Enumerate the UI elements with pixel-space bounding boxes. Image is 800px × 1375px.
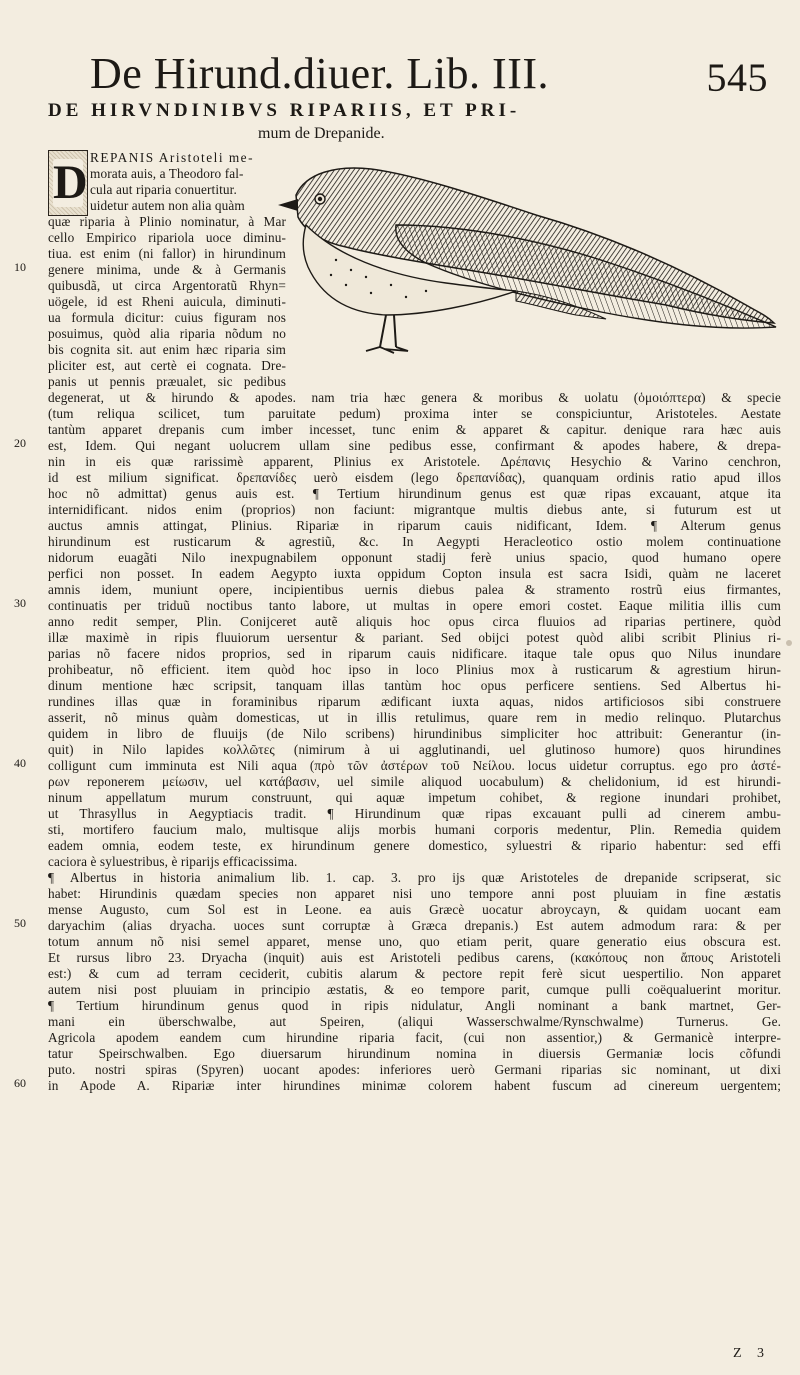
text-line: ninum appellatum murum construunt, qui aquæ impetum cohibet, & regione inundari prohibet,	[48, 790, 781, 805]
text-line: Agricola apodem eandem cum hirundine riparia facit, (cui non assentior,) & Germanicè interpre-	[48, 1030, 781, 1045]
text-line: perfici non posset. In eadem Aegypto iuxta oppidum Copton insula est sacra Isidi, quàm ne laceret	[48, 566, 781, 581]
text-line: tantùm apparet drepanis cum imber incesset, tunc enim & apparet & capitur. denique rara hæc auis	[48, 422, 781, 437]
text-line: colligunt cum imminuta est Nili aqua (πρὸ τῶν ἀστέρων τοῦ Νείλου. locus uidetur corruptus. ego pro ἀστέ-	[48, 758, 781, 773]
running-head	[90, 48, 780, 100]
line-number: 60	[14, 1076, 26, 1090]
line-number: 40	[14, 756, 26, 770]
text-line: amnis idem, muniunt opere, incipientibus uernis diebus palea & stramento rostrũ eius firmantes,	[48, 582, 781, 597]
swallow-woodcut-icon	[276, 155, 781, 370]
text-line: ¶ Tertium hirundinum genus quod in ripis nidulatur, Angli nominant a bank martnet, Ger-	[48, 998, 781, 1013]
text-line: ρων reponerem μείωσιν, uel κατάβασιν, uel simile aliquod uocabulum) & chelidonium, id est hirundi-	[48, 774, 781, 789]
text-line: dinum mentione hæc scripsit, tanquam illas tantùm hoc opus perficere sentiens. Sed Albertus hi-	[48, 678, 781, 693]
text-line: (tum reliqua scilicet, tum paruitate pedum) proxima inter se conspiciuntur, Aristoteles. Aestate	[48, 406, 781, 421]
text-line: hirundinum est rusticarum & agrestiũ, &c. In Aegypti Heracleotico ostio molem continuatione	[48, 534, 781, 549]
text-line: genere minima, unde & à Germanis	[48, 262, 286, 277]
text-line: posuimus, quòd alia riparia nõdum no	[48, 326, 286, 341]
text-line: continuatis per triduũ noctibus tanto labore, ut multas in opere emori costet. Eaque militia illis cum	[48, 598, 781, 613]
text-line: REPANIS Aristoteli me-	[90, 150, 255, 165]
text-line: Et rursus libro 23. Dryacha (inquit) auis est Aristoteli pedibus carens, (κακόπους non ἄπους Aristoteli	[48, 950, 781, 965]
text-line: internidificant. nidos enim (proprios) non faciunt: migrantque multis diebus ante, si futurum est ut	[48, 502, 781, 517]
swallow-woodcut-svg	[276, 155, 781, 370]
text-line: tiua. est enim (ni fallor) in hirundinum	[48, 246, 286, 261]
text-line: bis cognita sit. aut enim hæc riparia sim	[48, 342, 286, 357]
line-number: 20	[14, 436, 26, 450]
line-number: 30	[14, 596, 26, 610]
line-number: 10	[14, 260, 26, 274]
text-line: auctus amnis attingat, Plinius. Ripariæ in riparum cauis nidificant, Idem. ¶ Alterum genus	[48, 518, 781, 533]
chapter-subtitle: mum de Drepanide.	[258, 125, 385, 142]
text-line: cula aut riparia conuertitur.	[90, 182, 237, 197]
text-line: mani ein überschwalbe, aut Speiren, (aliqui Wasserschwalme/Rynschwalme) Turnerus. Ge.	[48, 1014, 781, 1029]
decorated-initial	[48, 150, 88, 216]
page-number: 545	[706, 55, 768, 100]
text-line: quibusdã, ut circa Argentoratũ Rhyn=	[48, 278, 286, 293]
text-line: quit) in Nilo lapides κολλῶτες (nimirum à ui agglutinandi, uel glutinoso humore) quos hirundines	[48, 742, 781, 757]
text-line: est, Idem. Qui negant uolucrem ullam sine pedibus esse, confirmant & apodes habere, & drepa-	[48, 438, 781, 453]
text-line: totum annum nõ nisi semel apparet, mense uno, quo etiam perit, quare generatio eius obscura est.	[48, 934, 781, 949]
text-line: hoc nõ admittat) genus auis est. ¶ Tertium hirundinum genus est quæ ripas excauant, atque ita	[48, 486, 781, 501]
text-line: ut Thrasyllus in Aegyptiacis tradit. ¶ Hirundinum quæ ripas excauant pulli ad cinerem ambu-	[48, 806, 781, 821]
text-line: prohibeatur, nõ efficient. item quòd hoc ipso in loco Plinius mox à rusticarum & agrestium hirun-	[48, 662, 781, 677]
text-line: uidetur autem non alia quàm	[90, 198, 245, 213]
text-line: asserit, nõ minus quàm domesticas, ut in illis retulimus, quare rem in medio relinquo. Plutarchus	[48, 710, 781, 725]
text-line: caciora è syluestribus, è riparijs efficacissima.	[48, 854, 298, 869]
text-line: sti, mortifero faucium malo, multisque alijs morbis humani corporis medentur, Plin. Remedia quidem	[48, 822, 781, 837]
text-line: illæ maximè in ripis fluuiorum uersentur & pariant. Sed obijci potest quòd alibi scribit Plinius ri-	[48, 630, 781, 645]
chapter-title: DE HIRVNDINIBVS RIPARIIS, ET PRI-	[48, 100, 521, 121]
initial-letter: D	[53, 156, 88, 209]
text-line: autem nisi post pluuiam in principio æstatis, & eo tempore parit, cumque pulli coëqualuerint moritur.	[48, 982, 781, 997]
text-line: puto. nostri spiras (Spyren) uocant apodes: inferiores uerò Germani riparias sic nominant, ut dixi	[48, 1062, 781, 1077]
text-line: nidorum euagãti Nilo inexpugnabilem opponunt stadij ferè unius spacio, quod humano opere	[48, 550, 781, 565]
text-line: in Apode A. Ripariæ inter hirundines minimæ colorem habent fuscum ad cinereum uergentem;	[48, 1078, 781, 1093]
text-line: morata auis, a Theodoro fal-	[90, 166, 244, 181]
text-line: pliciter est, aut certè ei cognata. Dre-	[48, 358, 286, 373]
text-line: anno redit semper, Plin. Conijceret autẽ aliquis hoc opus circa fluuios ad riparias pertinere, quòd	[48, 614, 781, 629]
text-line: id est milium significat. δρεπανίδες uerò eisdem (lego δρεπανίδας), quanquam ordinis ratio apud illos	[48, 470, 781, 485]
text-line: ¶ Albertus in historia animalium lib. 1. cap. 3. pro ijs quæ Aristoteles de drepanide scripserat, sic	[48, 870, 781, 885]
running-title: De Hirund.diuer. Lib. III.	[90, 49, 549, 98]
text-line: uögele, id est Rheni auicula, diminuti-	[48, 294, 286, 309]
text-line: quidem in libro de fluuijs (de Nilo scribens) hirundinibus simpliciter hoc attribuit: Generantur (in-	[48, 726, 781, 741]
text-line: panis ut pennis præualet, sic pedibus	[48, 374, 286, 389]
text-line: rundines illas quæ in foraminibus riparum ædificant iuxta aquas, nidos artificiosos sibi construere	[48, 694, 781, 709]
text-line: daryachim (alias dryacha. uoces sunt corruptæ à Græca drepanis.) Est autem admodum rara: & per	[48, 918, 781, 933]
text-line: parias nõ facere nidos proprios, sed in riparum cauis nidificare. itaque tale opus quo Nilus inundare	[48, 646, 781, 661]
text-line: quæ riparia à Plinio nominatur, à Mar	[48, 214, 286, 229]
text-line: mense Augusto, cum Sol est in Leone. ea auis Græcè uocatur abroycayn, & quidam uocant eam	[48, 902, 781, 917]
line-number: 50	[14, 916, 26, 930]
text-line: cello Empirico ripariola uoce diminu-	[48, 230, 286, 245]
signature-mark: Z 3	[733, 1346, 771, 1361]
text-line: tatur Speirschwalben. Ego diuersarum hirundinum nomina in diuersis Germaniæ locis cõfundi	[48, 1046, 781, 1061]
text-line: habet: Hirundinis quædam species non apparet nisi uno tempore anni post pluuiam in fine æstatis	[48, 886, 781, 901]
text-line: degenerat, ut & hirundo & apodes. nam tria hæc genera & moribus & uolatu (ὁμοιόπτερα) & specie	[48, 390, 781, 405]
text-line: eadem omnia, eodem teste, ex hirundinum genere domestico, syluestri & ripario habentur: sed effi	[48, 838, 781, 853]
text-line: nin in eis quæ rarissimè apparent, Plinius ex Aristotele. Δρέπανις Hesychio & Varino cenchron,	[48, 454, 781, 469]
text-line: est:) & cum ad terram ceciderit, cubitis alarum & pectore repit ferè sicut uespertilio. Non apparet	[48, 966, 781, 981]
page-edge-mark	[786, 640, 792, 646]
text-line: ua formula dicitur: cuius figuram nos	[48, 310, 286, 325]
